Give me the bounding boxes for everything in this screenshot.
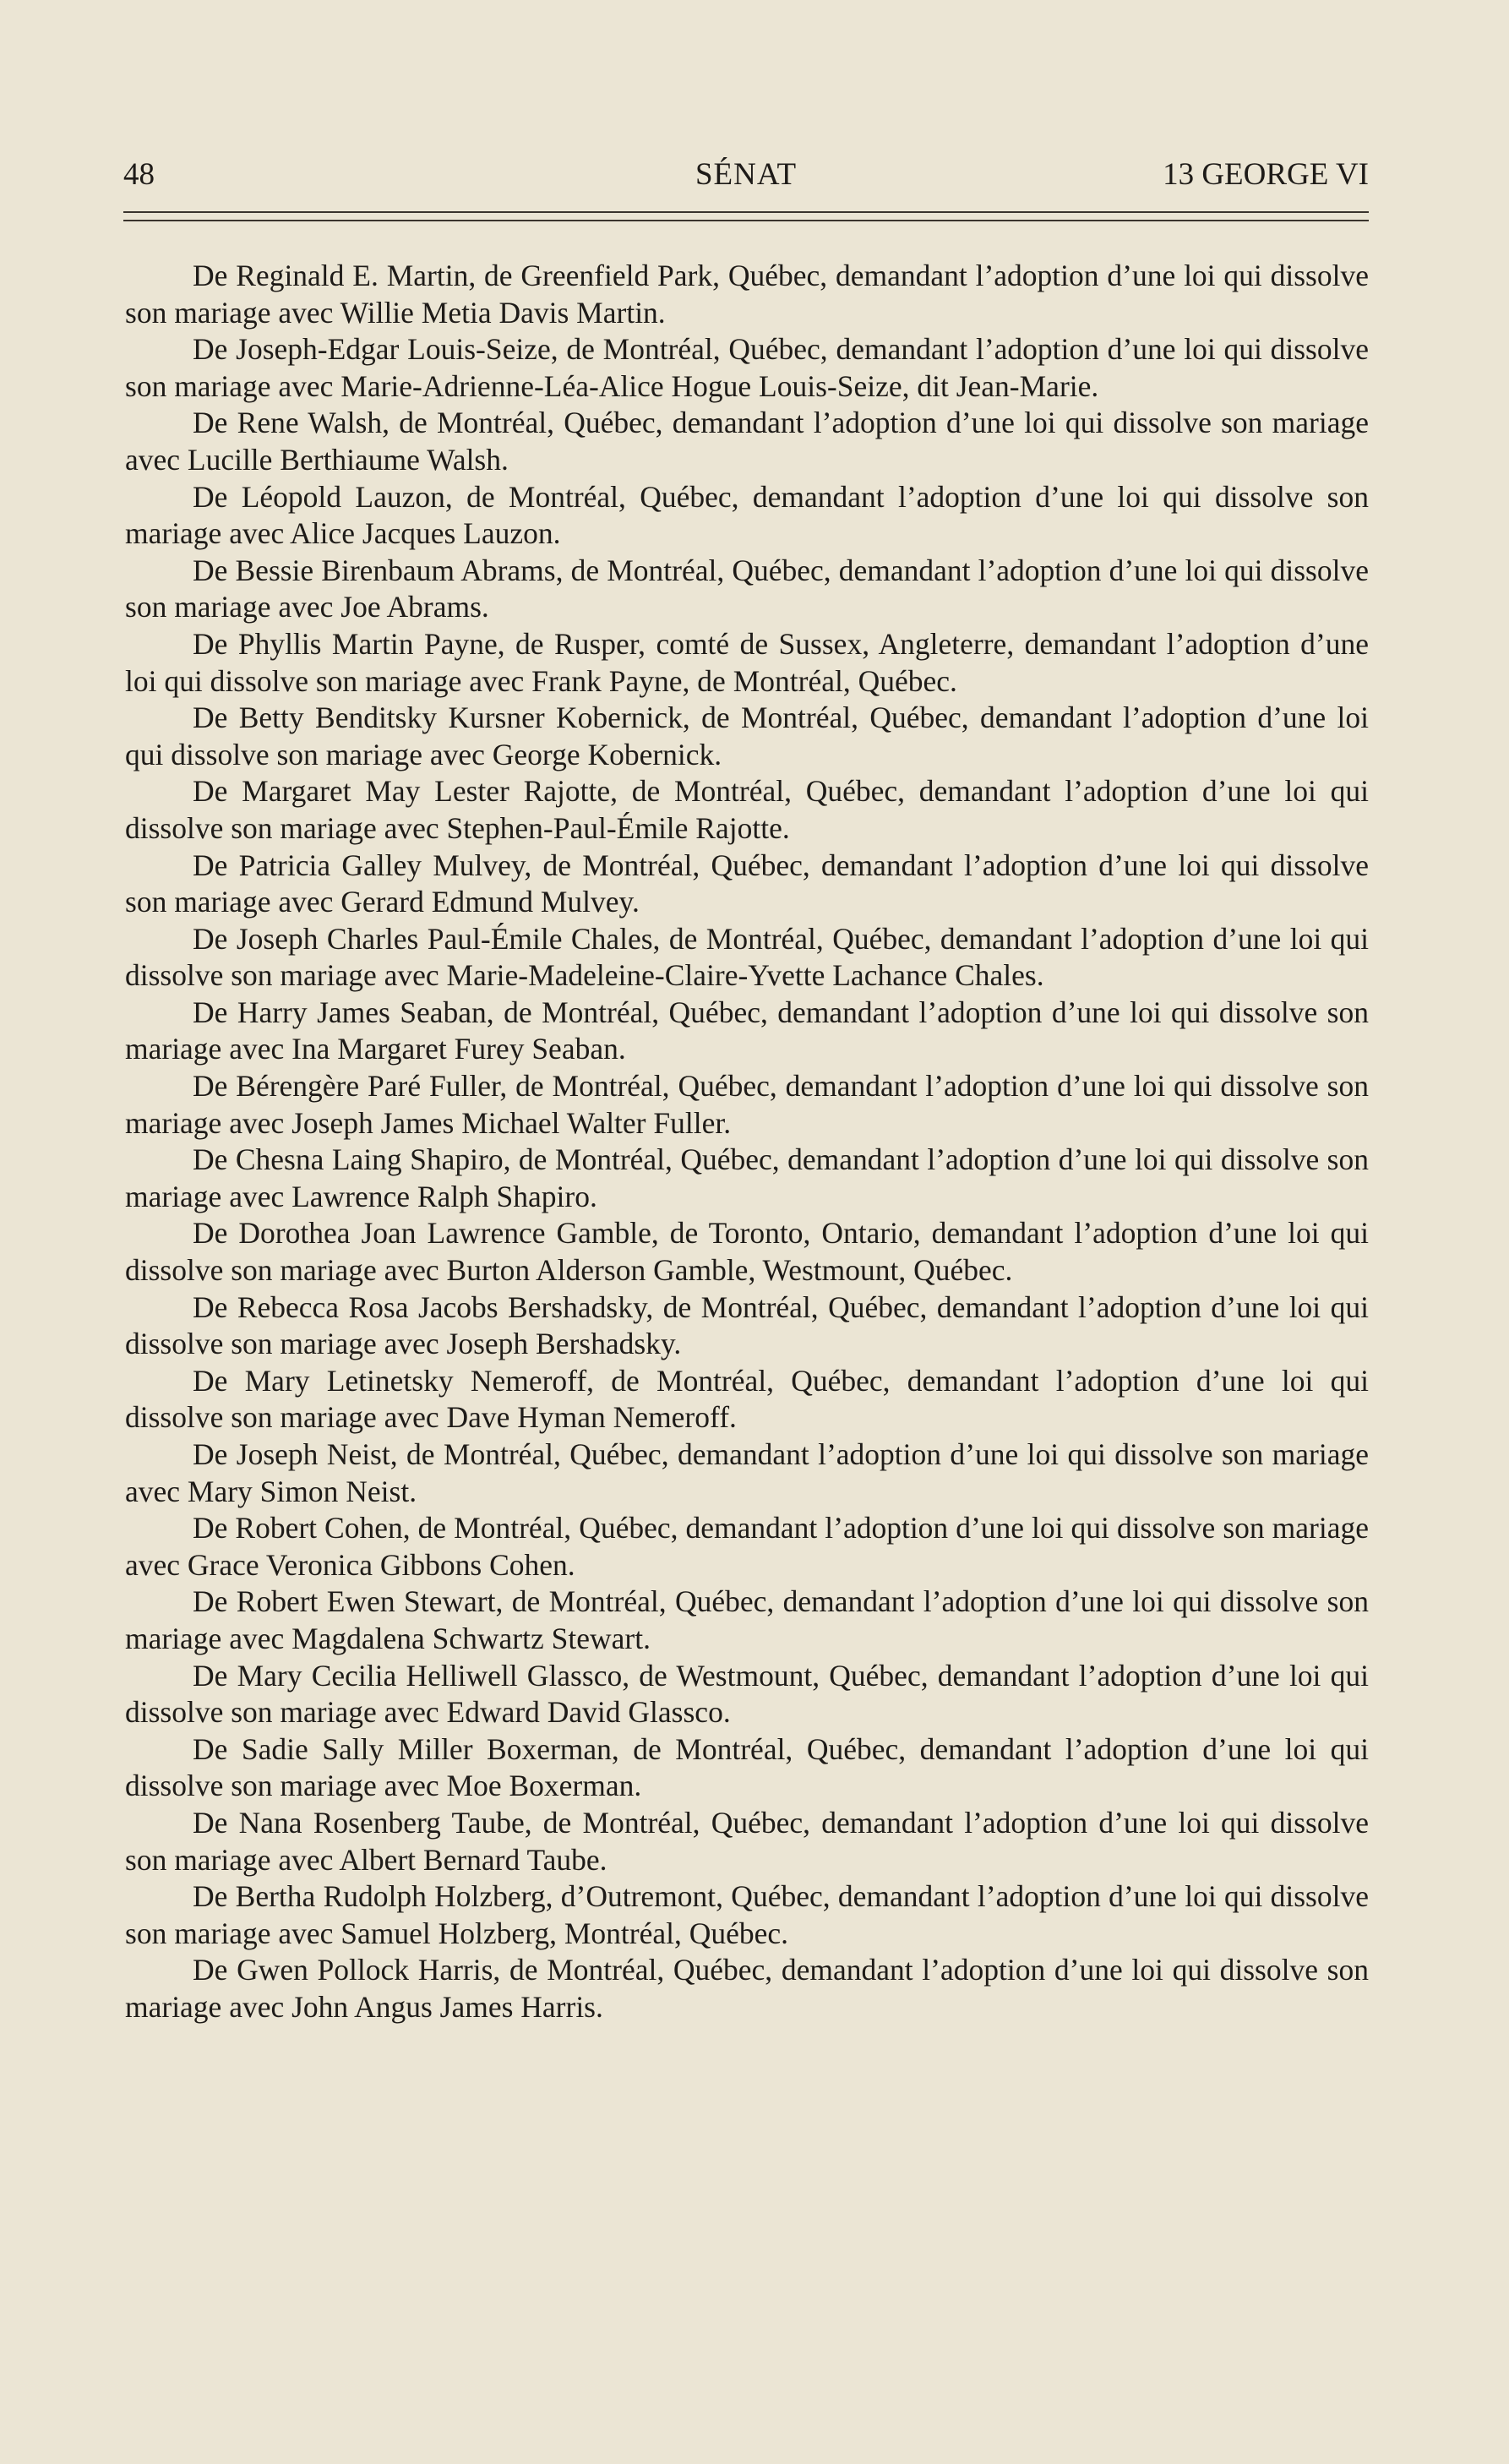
petition-paragraph: De Reginald E. Martin, de Greenfield Park, Québec, demandant l’adoption d’une loi qui dissolve son mariage avec Willie Metia Davis Martin. (125, 259, 1369, 330)
petition-paragraph: De Patricia Galley Mulvey, de Montréal, Québec, demandant l’adoption d’une loi qui dissolve son mariage avec Gerard Edmund Mulvey. (125, 848, 1369, 919)
petition-paragraph: De Joseph Neist, de Montréal, Québec, demandant l’adoption d’une loi qui dissolve son mariage avec Mary Simon Neist. (125, 1437, 1369, 1508)
petition-paragraph: De Robert Ewen Stewart, de Montréal, Québec, demandant l’adoption d’une loi qui dissolve son mariage avec Magdalena Schwartz Stewart. (125, 1584, 1369, 1655)
petition-list (125, 258, 1369, 2026)
petition-paragraph: De Betty Benditsky Kursner Kobernick, de Montréal, Québec, demandant l’adoption d’une loi qui dissolve son mariage avec George Kobernick. (125, 700, 1369, 771)
reign-label: 13 GEORGE VI (1163, 157, 1369, 192)
petition-paragraph: De Mary Cecilia Helliwell Glassco, de Westmount, Québec, demandant l’adoption d’une loi qui dissolve son mariage avec Edward David Glassco. (125, 1658, 1369, 1730)
petition-paragraph: De Robert Cohen, de Montréal, Québec, demandant l’adoption d’une loi qui dissolve son mariage avec Grace Veronica Gibbons Cohen. (125, 1511, 1369, 1582)
header-rule-bottom (123, 220, 1369, 221)
petition-paragraph: De Bertha Rudolph Holzberg, d’Outremont, Québec, demandant l’adoption d’une loi qui dissolve son mariage avec Samuel Holzberg, Montréal, Québec. (125, 1879, 1369, 1950)
page-header (123, 154, 1369, 196)
page-number: 48 (123, 157, 155, 192)
petition-paragraph: De Dorothea Joan Lawrence Gamble, de Toronto, Ontario, demandant l’adoption d’une loi qui dissolve son mariage avec Burton Alderson Gamble, Westmount, Québec. (125, 1216, 1369, 1288)
petition-paragraph: De Nana Rosenberg Taube, de Montréal, Québec, demandant l’adoption d’une loi qui dissolve son mariage avec Albert Bernard Taube. (125, 1805, 1369, 1877)
petition-paragraph: De Rebecca Rosa Jacobs Bershadsky, de Montréal, Québec, demandant l’adoption d’une loi qui dissolve son mariage avec Joseph Bershadsky. (125, 1289, 1369, 1361)
petition-paragraph: De Joseph-Edgar Louis-Seize, de Montréal, Québec, demandant l’adoption d’une loi qui dissolve son mariage avec Marie-Adrienne-Léa-Alice Hogue Louis-Seize, dit Jean-Marie. (125, 332, 1369, 403)
petition-paragraph: De Mary Letinetsky Nemeroff, de Montréal, Québec, demandant l’adoption d’une loi qui dissolve son mariage avec Dave Hyman Nemeroff. (125, 1363, 1369, 1435)
running-title: SÉNAT (695, 157, 798, 192)
petition-paragraph: De Léopold Lauzon, de Montréal, Québec, demandant l’adoption d’une loi qui dissolve son mariage avec Alice Jacques Lauzon. (125, 479, 1369, 551)
header-rule-top (123, 211, 1369, 213)
petition-paragraph: De Chesna Laing Shapiro, de Montréal, Québec, demandant l’adoption d’une loi qui dissolve son mariage avec Lawrence Ralph Shapiro. (125, 1142, 1369, 1213)
petition-paragraph: De Phyllis Martin Payne, de Rusper, comté de Sussex, Angleterre, demandant l’adoption d’une loi qui dissolve son mariage avec Frank Payne, de Montréal, Québec. (125, 626, 1369, 698)
petition-paragraph: De Joseph Charles Paul-Émile Chales, de Montréal, Québec, demandant l’adoption d’une loi qui dissolve son mariage avec Marie-Madeleine-Claire-Yvette Lachance Chales. (125, 921, 1369, 993)
petition-paragraph: De Harry James Seaban, de Montréal, Québec, demandant l’adoption d’une loi qui dissolve son mariage avec Ina Margaret Furey Seaban. (125, 995, 1369, 1066)
petition-paragraph: De Sadie Sally Miller Boxerman, de Montréal, Québec, demandant l’adoption d’une loi qui dissolve son mariage avec Moe Boxerman. (125, 1731, 1369, 1803)
petition-paragraph: De Margaret May Lester Rajotte, de Montréal, Québec, demandant l’adoption d’une loi qui dissolve son mariage avec Stephen-Paul-Émile Rajotte. (125, 774, 1369, 845)
petition-paragraph: De Bérengère Paré Fuller, de Montréal, Québec, demandant l’adoption d’une loi qui dissolve son mariage avec Joseph James Michael Walter Fuller. (125, 1069, 1369, 1140)
petition-paragraph: De Gwen Pollock Harris, de Montréal, Québec, demandant l’adoption d’une loi qui dissolve son mariage avec John Angus James Harris. (125, 1953, 1369, 2024)
petition-paragraph: De Rene Walsh, de Montréal, Québec, demandant l’adoption d’une loi qui dissolve son mariage avec Lucille Berthiaume Walsh. (125, 406, 1369, 477)
petition-paragraph: De Bessie Birenbaum Abrams, de Montréal, Québec, demandant l’adoption d’une loi qui dissolve son mariage avec Joe Abrams. (125, 553, 1369, 624)
